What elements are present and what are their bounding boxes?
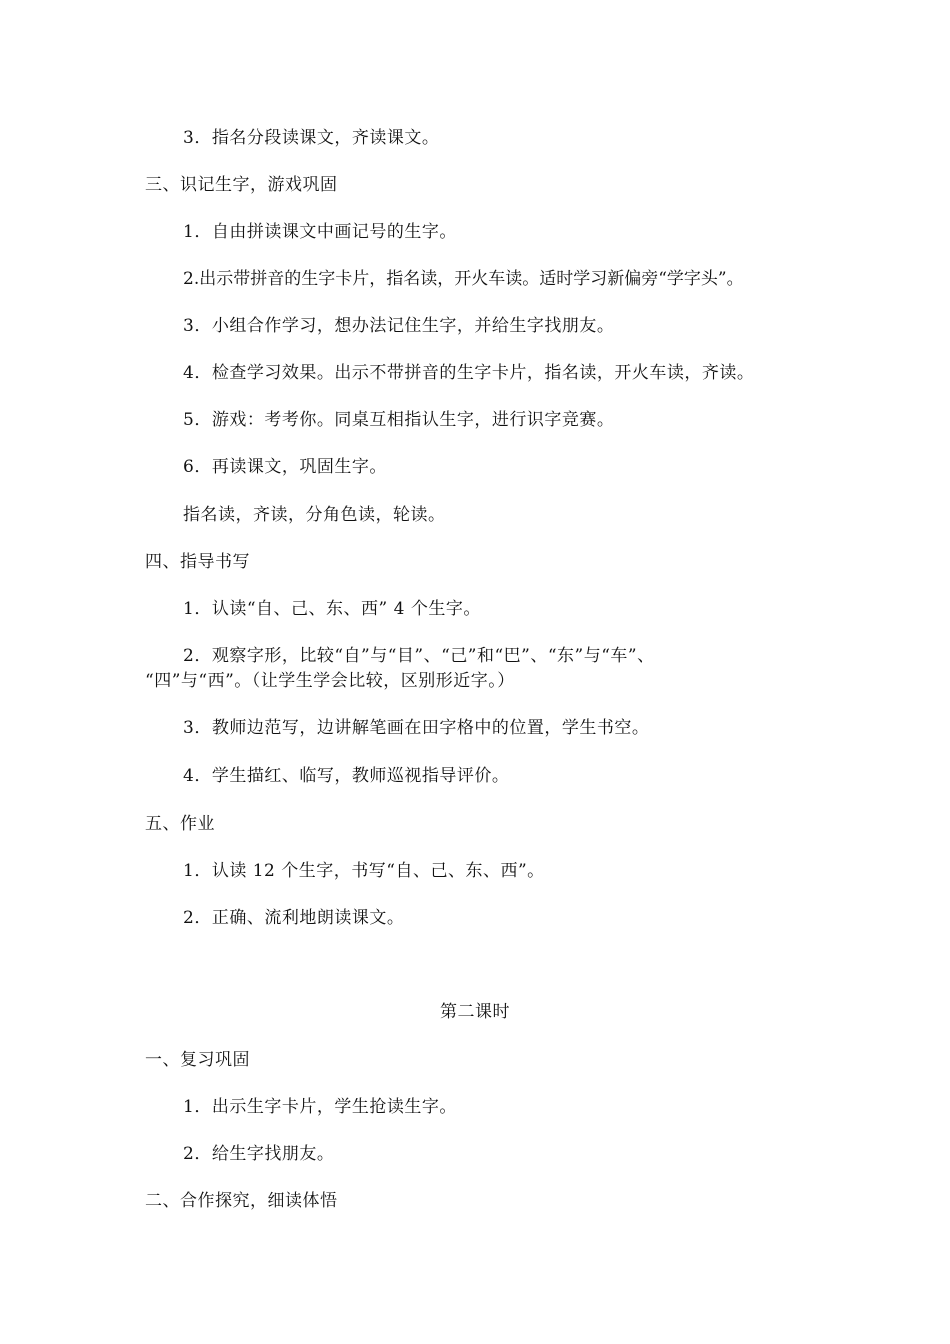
paragraph: 4．学生描红、临写，教师巡视指导评价。 [183, 766, 510, 786]
paragraph: 2．观察字形，比较“自”与“目”、“己”和“巴”、“东”与“车”、 [183, 646, 655, 666]
section-heading: 二、合作探究，细读体悟 [145, 1191, 338, 1211]
paragraph: 6．再读课文，巩固生字。 [183, 457, 387, 477]
paragraph: 指名读，齐读，分角色读，轮读。 [183, 505, 446, 525]
section-heading: 三、识记生字，游戏巩固 [145, 175, 338, 195]
paragraph: 3．小组合作学习，想办法记住生字，并给生字找朋友。 [183, 316, 615, 336]
paragraph: 4．检查学习效果。出示不带拼音的生字卡片，指名读，开火车读，齐读。 [183, 363, 755, 383]
paragraph: 1．认读“自、己、东、西” 4 个生字。 [183, 599, 481, 619]
paragraph: 5．游戏：考考你。同桌互相指认生字，进行识字竞赛。 [183, 410, 615, 430]
section-heading: 五、作业 [145, 814, 215, 834]
paragraph-continuation: “四”与“西”。（让学生学会比较，区别形近字。） [145, 671, 515, 691]
section-heading: 一、复习巩固 [145, 1050, 250, 1070]
paragraph: 2.出示带拼音的生字卡片，指名读，开火车读。适时学习新偏旁“学字头”。 [183, 269, 744, 289]
paragraph: 2．给生字找朋友。 [183, 1144, 335, 1164]
paragraph: 1．出示生字卡片，学生抢读生字。 [183, 1097, 457, 1117]
paragraph: 3．教师边范写，边讲解笔画在田字格中的位置，学生书空。 [183, 718, 650, 738]
lesson-heading: 第二课时 [440, 1002, 510, 1022]
paragraph: 3．指名分段读课文，齐读课文。 [183, 128, 440, 148]
paragraph: 1．自由拼读课文中画记号的生字。 [183, 222, 457, 242]
paragraph: 2．正确、流利地朗读课文。 [183, 908, 405, 928]
paragraph: 1．认读 12 个生字，书写“自、己、东、西”。 [183, 861, 545, 881]
section-heading: 四、指导书写 [145, 552, 250, 572]
